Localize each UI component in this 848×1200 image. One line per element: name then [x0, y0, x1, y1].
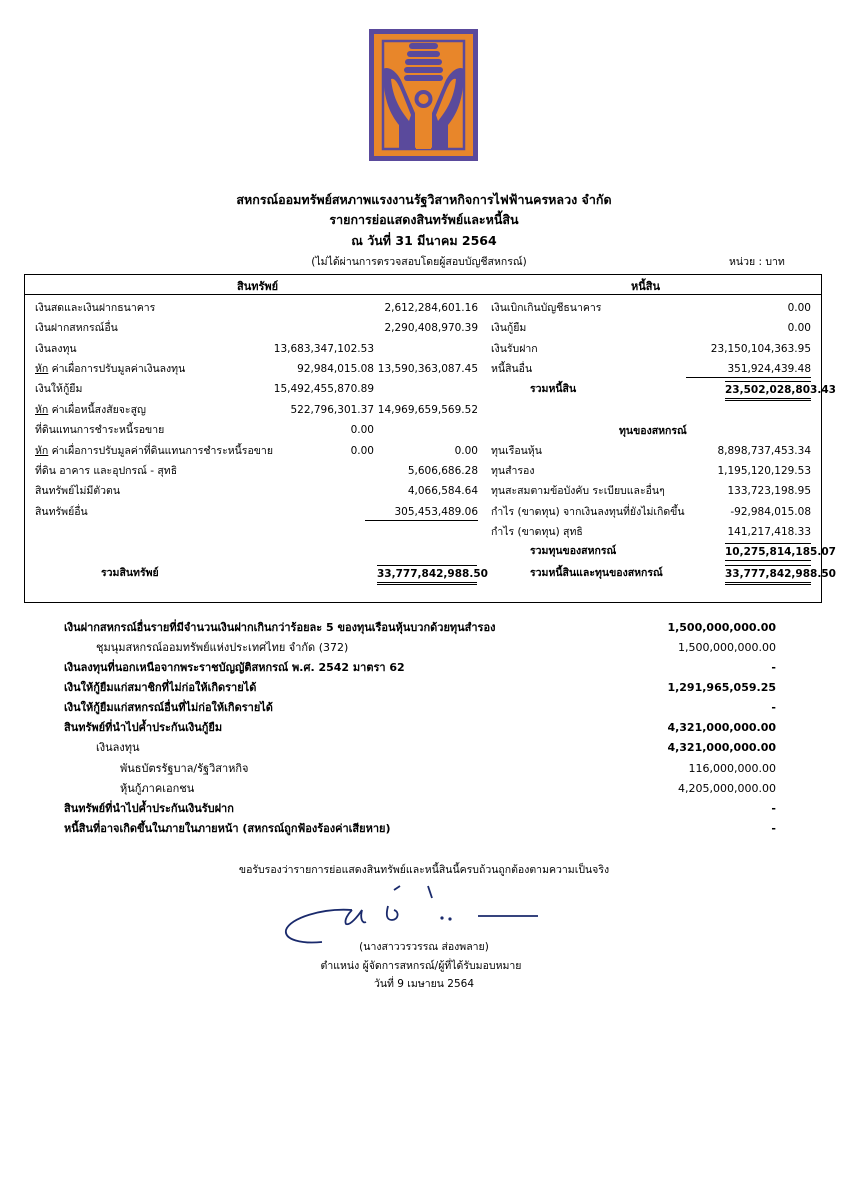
asset-label-text: เงินสดและเงินฝากธนาคาร	[35, 302, 156, 314]
asset-amount-sub: 0.00	[350, 445, 374, 457]
unit-label: หน่วย : บาท	[729, 256, 785, 268]
asset-amount: 14,969,659,569.52	[377, 404, 478, 416]
liabilities-total-row	[486, 381, 836, 397]
asset-row	[25, 402, 486, 418]
equity-total-row	[486, 543, 836, 559]
note-label: หุ้นกู้ภาคเอกชน	[120, 782, 195, 795]
audit-note: (ไม่ได้ผ่านการตรวจสอบโดยผู้สอบบัญชีสหกรณ์)	[311, 256, 527, 268]
note-amount: -	[771, 701, 776, 714]
report-date: ณ วันที่ 31 มีนาคม 2564	[351, 233, 497, 248]
note-label: เงินลงทุนที่นอกเหนือจากพระราชบัญญัติสหกรณ์ พ.ศ. 2542 มาตรา 62	[64, 661, 405, 674]
report-title: รายการย่อแสดงสินทรัพย์และหนี้สิน	[329, 212, 519, 227]
asset-label-text: เงินลงทุน	[35, 343, 77, 355]
assets-total-value: 33,777,842,988.50	[377, 565, 477, 585]
note-row	[0, 739, 848, 757]
asset-label	[35, 341, 77, 357]
note-amount: 4,205,000,000.00	[678, 782, 776, 795]
note-label: สินทรัพย์ที่นำไปค้ำประกันเงินรับฝาก	[64, 802, 234, 815]
equity-amount: 1,195,120,129.53	[717, 465, 811, 477]
deduct-prefix: หัก	[35, 445, 49, 457]
asset-label	[35, 300, 155, 316]
asset-amount: 2,612,284,601.16	[384, 302, 478, 314]
note-amount: 116,000,000.00	[688, 762, 776, 775]
equity-total-label: รวมทุนของสหกรณ์	[530, 545, 617, 557]
liability-amount: 0.00	[787, 302, 811, 314]
asset-label	[35, 402, 146, 418]
asset-label	[35, 483, 120, 499]
asset-label	[35, 463, 177, 479]
liability-label: เงินเบิกเกินบัญชีธนาคาร	[491, 302, 602, 314]
grand-total-value: 33,777,842,988.50	[725, 565, 811, 585]
asset-row	[25, 463, 486, 479]
note-amount: -	[771, 802, 776, 815]
certification-statement: ขอรับรองว่ารายการย่อแสดงสินทรัพย์และหนี้สินนี้ครบถ้วนถูกต้องตามความเป็นจริง	[238, 864, 610, 876]
asset-row	[25, 504, 486, 520]
assets-heading: สินทรัพย์	[237, 280, 279, 293]
equity-total-value: 10,275,814,185.07	[725, 543, 811, 561]
note-label: เงินให้กู้ยืมแก่สหกรณ์อื่นที่ไม่ก่อให้เกิดรายได้	[64, 701, 273, 714]
note-row	[0, 820, 848, 838]
asset-row	[25, 422, 486, 438]
note-row	[0, 719, 848, 737]
asset-amount-sub: 522,796,301.37	[290, 404, 374, 416]
note-row	[0, 699, 848, 717]
grand-total-label: รวมหนี้สินและทุนของสหกรณ์	[530, 567, 663, 579]
asset-label-text: เงินฝากสหกรณ์อื่น	[35, 322, 118, 334]
equity-label: กำไร (ขาดทุน) สุทธิ	[491, 526, 583, 538]
asset-row	[25, 483, 486, 499]
equity-amount: 141,217,418.33	[727, 526, 811, 538]
note-label: หนี้สินที่อาจเกิดขึ้นในภายในภายหน้า (สหกรณ์ถูกฟ้องร้องค่าเสียหาย)	[64, 822, 391, 835]
asset-label-text: ที่ดิน อาคาร และอุปกรณ์ - สุทธิ	[35, 465, 178, 477]
asset-label	[35, 443, 273, 459]
note-row	[0, 659, 848, 677]
equity-row	[486, 483, 823, 499]
deduct-prefix: หัก	[35, 363, 49, 375]
assets-total-label: รวมสินทรัพย์	[101, 567, 159, 579]
asset-label-text: ที่ดินแทนการชำระหนี้รอขาย	[35, 424, 165, 436]
asset-label-text: ค่าเผื่อการปรับมูลค่าที่ดินแทนการชำระหนี้รอขาย	[48, 445, 273, 457]
asset-amount-sub: 0.00	[350, 424, 374, 436]
liabilities-heading: หนี้สิน	[631, 280, 661, 293]
asset-row	[25, 361, 486, 377]
asset-row	[25, 443, 486, 459]
note-label: เงินลงทุน	[96, 741, 140, 754]
balance-table	[24, 274, 836, 603]
asset-row	[25, 300, 486, 316]
asset-amount: 13,590,363,087.45	[377, 363, 478, 375]
asset-label-text: เงินให้กู้ยืม	[35, 383, 83, 395]
note-row	[0, 780, 848, 798]
liability-row	[486, 300, 823, 316]
equity-heading: ทุนของสหกรณ์	[619, 425, 687, 437]
asset-label-text: ค่าเผื่อหนี้สงสัยจะสูญ	[48, 404, 146, 416]
signer-position: ตำแหน่ง ผู้จัดการสหกรณ์/ผู้ที่ได้รับมอบหมาย	[320, 960, 522, 972]
equity-label: ทุนสะสมตามข้อบังคับ ระเบียบและอื่นๆ	[491, 485, 665, 497]
note-label: ชุมนุมสหกรณ์ออมทรัพย์แห่งประเทศไทย จำกัด (372)	[96, 641, 349, 654]
equity-amount: 8,898,737,453.34	[717, 445, 811, 457]
equity-label: ทุนเรือนหุ้น	[491, 445, 542, 457]
cooperative-name: สหกรณ์ออมทรัพย์สหภาพแรงงานรัฐวิสาหกิจการไฟฟ้านครหลวง จำกัด	[236, 192, 612, 207]
asset-label	[35, 320, 118, 336]
note-label: เงินให้กู้ยืมแก่สมาชิกที่ไม่ก่อให้เกิดรายได้	[64, 681, 257, 694]
equity-label: กำไร (ขาดทุน) จากเงินลงทุนที่ยังไม่เกิดขึ้น	[491, 506, 685, 518]
note-amount: 4,321,000,000.00	[667, 741, 776, 754]
asset-row	[25, 341, 486, 357]
asset-amount: 4,066,584.64	[407, 485, 478, 497]
note-row	[0, 619, 848, 637]
asset-row	[25, 381, 486, 397]
note-row	[0, 760, 848, 778]
asset-label	[35, 381, 82, 397]
note-row	[0, 639, 848, 657]
asset-label-text: สินทรัพย์อื่น	[35, 506, 88, 518]
liability-row	[486, 361, 823, 377]
equity-row	[486, 504, 823, 520]
note-amount: 1,291,965,059.25	[667, 681, 776, 694]
assets-total-row	[25, 565, 486, 581]
note-row	[0, 800, 848, 818]
signature	[282, 884, 542, 946]
equity-row	[486, 463, 823, 479]
deduct-prefix: หัก	[35, 404, 49, 416]
liabilities-total-label: รวมหนี้สิน	[530, 383, 577, 395]
note-label: พันธบัตรรัฐบาล/รัฐวิสาหกิจ	[120, 762, 249, 775]
equity-row	[486, 443, 823, 459]
asset-label	[35, 504, 88, 520]
liability-amount: 23,150,104,363.95	[710, 343, 811, 355]
asset-label-text: สินทรัพย์ไม่มีตัวตน	[35, 485, 121, 497]
liability-label: เงินรับฝาก	[491, 343, 538, 355]
equity-row	[486, 524, 823, 540]
liabilities-total-value: 23,502,028,803.43	[725, 381, 811, 401]
note-amount: -	[771, 661, 776, 674]
asset-amount-sub: 15,492,455,870.89	[273, 383, 374, 395]
asset-amount: 2,290,408,970.39	[384, 322, 478, 334]
asset-label	[35, 361, 185, 377]
note-amount: 4,321,000,000.00	[667, 721, 776, 734]
liability-row	[486, 341, 823, 357]
header-divider	[25, 294, 821, 295]
asset-amount-sub: 92,984,015.08	[297, 363, 374, 375]
grand-total-row	[486, 565, 836, 581]
asset-amount-sub: 13,683,347,102.53	[273, 343, 374, 355]
liability-amount: 351,924,439.48	[686, 361, 811, 378]
signed-date: วันที่ 9 เมษายน 2564	[373, 978, 475, 990]
signer-name: (นางสาววรวรรณ ส่องพลาย)	[359, 941, 489, 953]
asset-amount: 0.00	[454, 445, 478, 457]
asset-row	[25, 320, 486, 336]
liability-row	[486, 320, 823, 336]
liability-amount: 0.00	[787, 322, 811, 334]
equity-label: ทุนสำรอง	[491, 465, 535, 477]
note-amount: 1,500,000,000.00	[667, 621, 776, 634]
liability-label: หนี้สินอื่น	[491, 363, 533, 375]
asset-amount: 305,453,489.06	[365, 504, 478, 521]
liability-label: เงินกู้ยืม	[491, 322, 527, 334]
note-label: เงินฝากสหกรณ์อื่นรายที่มีจำนวนเงินฝากเกินกว่าร้อยละ 5 ของทุนเรือนหุ้นบวกด้วยทุนสำรอง	[64, 621, 496, 634]
asset-label-text: ค่าเผื่อการปรับมูลค่าเงินลงทุน	[48, 363, 186, 375]
equity-amount: -92,984,015.08	[730, 506, 811, 518]
note-amount: 1,500,000,000.00	[678, 641, 776, 654]
asset-amount: 5,606,686.28	[407, 465, 478, 477]
note-row	[0, 679, 848, 697]
note-amount: -	[771, 822, 776, 835]
equity-amount: 133,723,198.95	[727, 485, 811, 497]
cooperative-logo	[369, 29, 478, 161]
asset-label	[35, 422, 164, 438]
note-label: สินทรัพย์ที่นำไปค้ำประกันเงินกู้ยืม	[64, 721, 223, 734]
